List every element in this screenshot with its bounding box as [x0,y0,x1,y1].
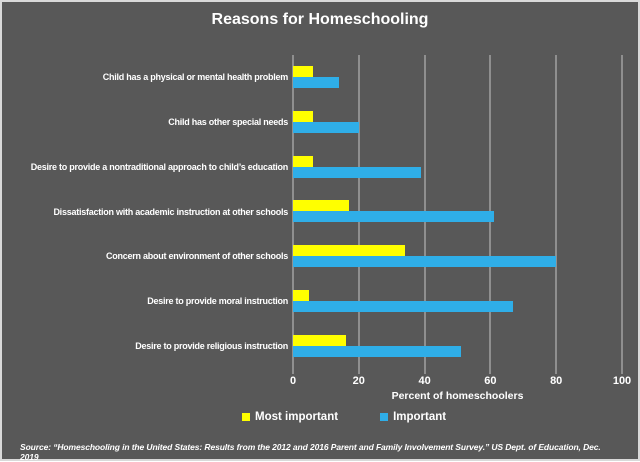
category-label-row [14,340,288,352]
legend-swatch-most-important [242,413,250,421]
legend-item [242,411,338,423]
chart-title: Reasons for Homeschooling [211,11,429,28]
bar-important [293,167,421,178]
legend-label: Important [393,411,447,423]
x-axis-tick-label: 60 [484,375,497,387]
bar-row [293,279,622,324]
x-axis-tick-label: 40 [418,375,431,387]
bar-row [293,144,622,189]
bar-row [293,323,622,368]
category-label-row [14,116,288,128]
x-axis-title: Percent of homeschoolers [391,390,524,402]
bar-most-important [293,156,313,167]
category-label: Desire to provide religious instruction [135,340,288,351]
legend-swatch-important [380,413,388,421]
category-label-row [14,206,288,218]
category-label: Dissatisfaction with academic instruction at other schools [53,206,288,217]
category-label-row [14,161,288,173]
category-label-row [14,250,288,262]
x-axis-tick-label: 100 [612,375,632,387]
category-label: Child has other special needs [168,117,288,128]
category-label: Concern about environment of other schools [105,251,288,262]
source-note: Source: “Homeschooling in the United States: Results from the 2012 and 2016 Parent and Family Involvement Survey.” US Dept. of Education, Dec. 2019 [20,442,601,462]
x-axis-tickmark [556,368,557,374]
category-labels [14,55,288,368]
category-label: Child has a physical or mental health problem [102,72,288,83]
x-axis-tickmark [622,368,623,374]
x-axis-tick-label: 20 [352,375,365,387]
x-axis-tickmark [358,368,359,374]
bar-most-important [293,66,313,77]
x-axis-tickmark [293,368,294,374]
bar-important [293,301,513,312]
bar-important [293,122,359,133]
category-label-row [14,295,288,307]
bar-row [293,189,622,234]
bar-important [293,211,494,222]
plot-area [293,55,622,368]
x-axis-tick-label: 80 [550,375,563,387]
bar-most-important [293,111,313,122]
bar-row [293,55,622,100]
x-axis-tickmark [490,368,491,374]
bar-important [293,77,339,88]
category-label: Desire to provide a nontraditional approach to child’s education [30,161,288,172]
bar-row [293,100,622,145]
category-label-row [14,71,288,83]
legend-label: Most important [255,411,339,423]
bar-most-important [293,245,405,256]
legend [242,411,446,423]
x-axis-tickmark [424,368,425,374]
category-label: Desire to provide moral instruction [147,295,288,306]
x-axis-tick-label: 0 [289,375,297,387]
legend-item [380,411,446,423]
bar-row [293,234,622,279]
x-axis-tickmarks [293,368,622,374]
bar-most-important [293,335,346,346]
bar-important [293,256,556,267]
bar-most-important [293,290,309,301]
bar-important [293,346,461,357]
x-axis-tick-labels [289,375,632,388]
bar-most-important [293,200,349,211]
